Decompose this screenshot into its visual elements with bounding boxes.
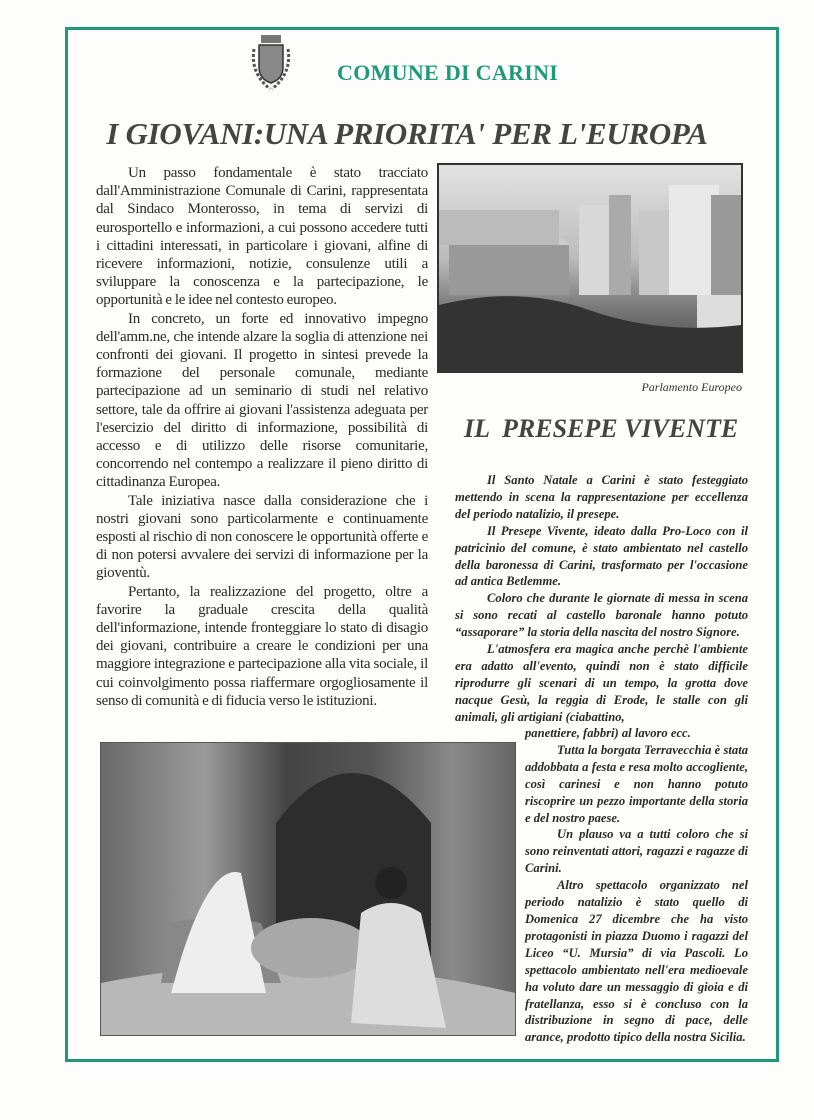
- paragraph: Tale iniziativa nasce dalla considerazione che i nostri giovani sono particolarmente e continuamente esposti al rischio di non conoscere le opportunità offerte e di non potersi avvalere dei servizi di informazione per la gioventù.: [96, 492, 428, 582]
- paragraph-continuation: panettiere, fabbri) al lavoro ecc.: [525, 726, 691, 740]
- paragraph: Un plauso va a tutti coloro che si sono reinventati attori, ragazzi e ragazze di Carini.: [525, 827, 748, 876]
- photo-caption: Parlamento Europeo: [641, 380, 742, 394]
- paragraph: Un passo fondamentale è stato tracciato dall'Amministrazione Comunale di Carini, rappresentata dal Sindaco Monterosso, in tema di servizi di eurosportello e informazioni, a cui possono accedere tutti i cittadini interessati, in particolare i giovani, alfine di ricevere informazioni, notizie, consulenze utili a sviluppare la conoscenza e la partecipazione, le opportunità e le idee nel contesto europeo.: [96, 165, 428, 309]
- article-body: [96, 164, 428, 710]
- section-title: IL PRESEPE VIVENTE: [464, 414, 739, 443]
- paragraph: Coloro che durante le giornate di messa in scena si sono recati al castello baronale hanno potuto “assaporare” la storia della nascita del nostro Signore.: [455, 591, 748, 640]
- organization-name: COMUNE DI CARINI: [337, 60, 559, 85]
- presepe-body-bottom: [525, 725, 748, 1046]
- paragraph: Altro spettacolo organizzato nel periodo natalizio è stato quello di Domenica 27 dicembre che ha visto protagonisti in piazza Duomo i ragazzi del Liceo “U. Mursia” di via Pascoli. Lo spettacolo ambientato nell'era medioevale ha voluto dare un messaggio di gioia e di fratellanza, esso si è concluso con la distribuzione in segno di pace, delle arance, prodotto tipico della nostra Sicilia.: [525, 878, 748, 1045]
- paragraph: L'atmosfera era magica anche perchè l'ambiente era adatto all'evento, quindi non è stato difficile riprodurre gli scenari di un tempo, la grotta dove nacque Gesù, la reggia di Erode, le stalle con gli animali, gli artigiani (ciabattino,: [455, 642, 748, 724]
- paragraph: In concreto, un forte ed innovativo impegno dell'amm.ne, che intende alzare la soglia di attenzione nei confronti dei giovani. Il progetto in sintesi prevede la formazione del personale comunale, mediante partecipazione ad un seminario di studi nel relativo settore, tale da offrire ai giovani l'assistenza adeguata per l'esercizio del diritto di informazione, possibilità di accesso e di utilizzo delle risorse comunitarie, concorrendo nel contempo a realizzare il pieno diritto di cittadinanza Europea.: [96, 310, 428, 491]
- nativity-photo: [100, 742, 516, 1036]
- paragraph: Tutta la borgata Terravecchia è stata addobbata a festa e resa molto accogliente, così carinesi e non hanno potuto riscoprire un pezzo importante della storia e del nostro paese.: [525, 742, 748, 825]
- paragraph: Il Presepe Vivente, ideato dalla Pro-Loco con il patricinio del comune, è stato ambientato nel castello della baronessa di Carini, trasformato per l'occasione ad antica Betlemme.: [455, 523, 748, 589]
- paragraph: Pertanto, la realizzazione del progetto, oltre a favorire la graduale crescita della qualità dell'informazione, intende fronteggiare lo stato di disagio dei giovani, contribuire a creare le condizioni per una maggiore integrazione e partecipazione alla vita sociale, il cui coinvolgimento possa riaffermare orgogliosamente il senso di comunità e di fiducia verso le istituzioni.: [96, 583, 428, 709]
- parliament-photo: [437, 163, 743, 373]
- coat-of-arms-icon: [246, 33, 296, 95]
- article-title: I GIOVANI:UNA PRIORITA' PER L'EUROPA: [106, 116, 708, 151]
- presepe-body-top: [455, 472, 748, 726]
- paragraph: Il Santo Natale a Carini è stato festeggiato mettendo in scena la rappresentazione per eccellenza del periodo natalizio, il presepe.: [455, 473, 748, 521]
